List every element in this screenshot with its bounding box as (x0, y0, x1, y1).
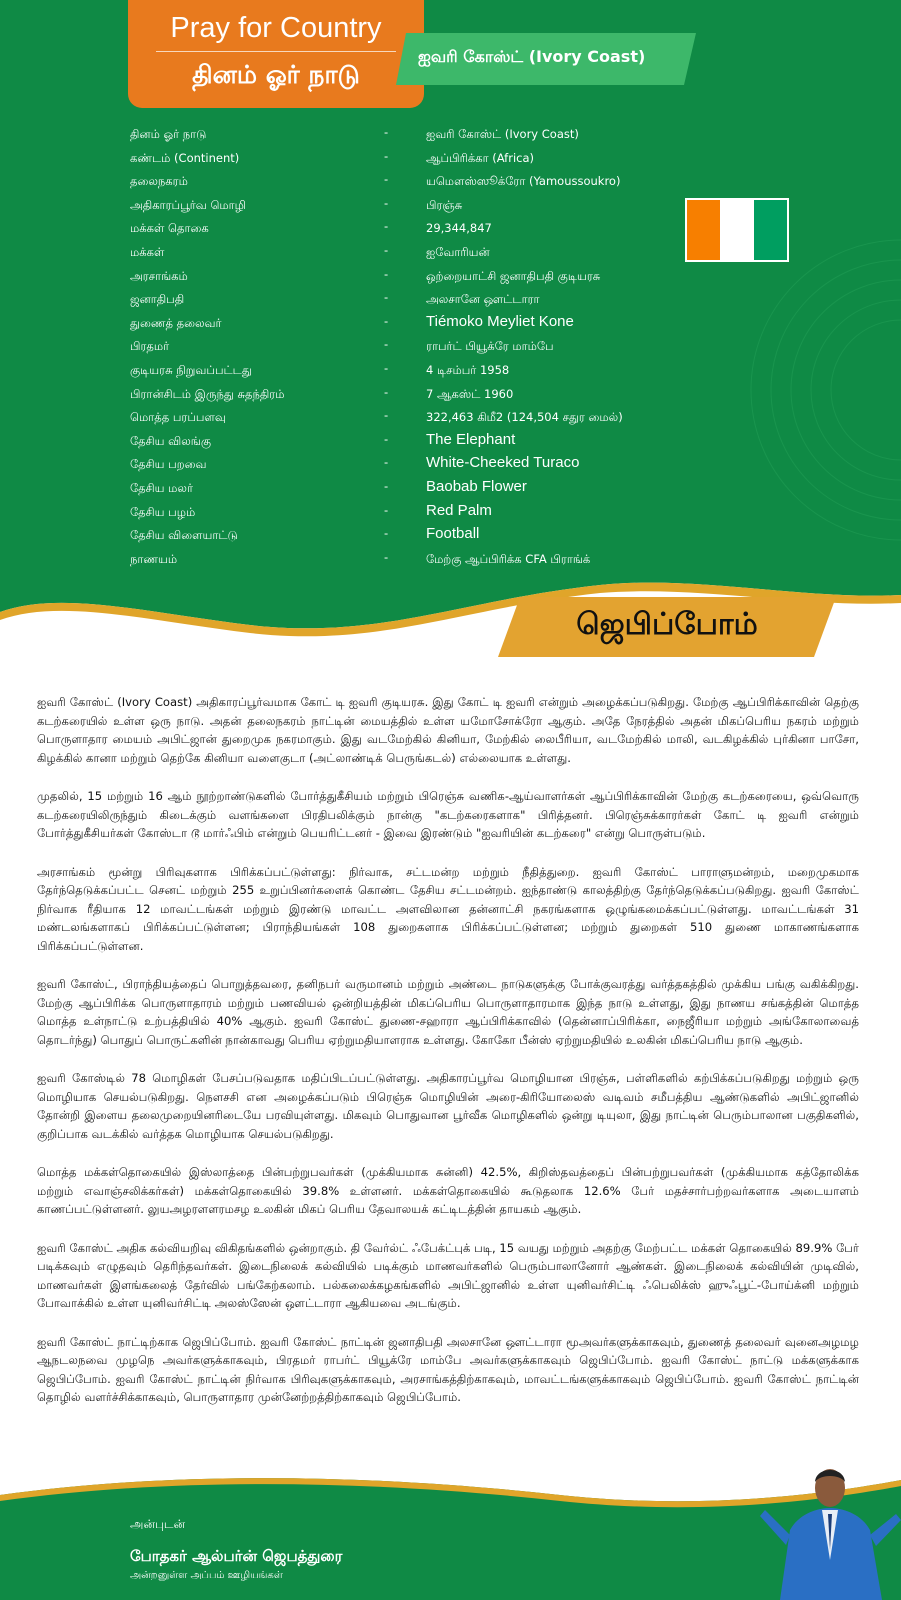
flag-stripe-white (720, 200, 753, 260)
article-paragraph: மொத்த மக்கள்தொகையில் இஸ்லாத்தை பின்பற்றுபவர்கள் (முக்கியமாக சுன்னி) 42.5%, கிறிஸ்தவத்தைப் பின்பற்றுபவர்கள் (முக்கியமாக கத்தோலிக்க மற்றும் எவாஞ்சலிக்கர்கள்) மக்கள்தொகையில் 39.8% உள்ளனர். மக்கள்தொகையில் கூடுதலாக 12.6% பேர் மதச்சார்பற்றவர்களாக அடையாளம் காணப்பட்டுள்ளனர். லுயஅழரளளரமசழ உலகின் மிகப் பெரிய தேவாலயக் கட்டிடத்தின் தாயகம் ஆகும். (37, 1165, 859, 1216)
article-paragraph: ஐவரி கோஸ்ட், பிராந்தியத்தைப் பொறுத்தவரை, தனிநபர் வருமானம் மற்றும் அண்டை நாடுகளுக்கு போக்குவரத்து வர்த்தகத்தில் முக்கிய பங்கு வகிக்கிறது. மேற்கு ஆப்பிரிக்க பொருளாதாரம் மற்றும் பணவியல் ஒன்றியத்தின் மிகப்பெரிய பொருளாதாரமாக இந்த நாடு உள்ளது, இது நாணய சங்கத்தின் மொத்த மொத்த உள்நாட்டு உற்பத்தியில் 40% ஆகும். ஐவரி கோஸ்ட் துணை-சஹாரா ஆப்பிரிக்காவில் (தென்னாப்பிரிக்கா, நைஜீரியா மற்றும் அங்கோலாவைத் தொடர்ந்து) பொதுப் பொருட்களின் நான்காவது பெரிய ஏற்றுமதியாளராக உள்ளது. கோகோ பீன்ஸ் ஏற்றுமதியில் உலகின் மிகப்பெரிய நாடு ஆகும். (37, 977, 859, 1047)
fact-row (130, 524, 770, 548)
fact-label: பிரதமர் (130, 339, 170, 354)
fact-value: Baobab Flower (426, 477, 527, 495)
fact-row (130, 359, 770, 383)
fact-separator: - (384, 219, 389, 234)
fact-separator: - (384, 266, 389, 281)
pastor-photo (760, 1450, 901, 1600)
fact-separator: - (384, 384, 389, 399)
fact-row (130, 123, 770, 147)
fact-row (130, 548, 770, 572)
title-english: Pray for Country (170, 12, 382, 44)
article-paragraph: ஐவரி கோஸ்ட் அதிக கல்வியறிவு விகிதங்களில் ஒன்றாகும். தி வேர்ல்ட் ஃபேக்ட்புக் படி, 15 வயது மற்றும் அதற்கு மேற்பட்ட மக்கள் தொகையில் 89.9% பேர் படிக்கவும் எழுதவும் தெரிந்தவர்கள். இடைநிலைக் கல்வியில் படிக்கும் மாணவர்களில் பெரும்பாலானோர் ஆண்கள். இடைநிலைக் கல்வியின் முடிவில், மாணவர்கள் இளங்கலைத் தேர்வில் பங்கேற்கலாம். பல்கலைக்கழகங்களில் அபிட்ஜானில் உள்ள யுனிவர்சிட்டி ஃபெலிக்ஸ் ஹுஃபூட்-போய்க்னி மற்றும் போவாக்கில் உள்ள யுனிவர்சிட்டி அலஸ்ஸேன் ஔட்டாரா ஆகியவை அடங்கும். (37, 1240, 859, 1310)
fact-row (130, 194, 770, 218)
fact-separator: - (384, 478, 389, 493)
fact-label: தேசிய விளையாட்டு (130, 528, 238, 543)
fact-label: கண்டம் (Continent) (130, 150, 240, 165)
signature-name: போதகர் ஆல்பர்ன் ஜெபத்துரை (130, 1547, 343, 1565)
fact-value: ஆப்பிரிக்கா (Africa) (426, 150, 535, 165)
fact-label: நாணயம் (130, 551, 178, 566)
fact-row (130, 312, 770, 336)
fact-row (130, 430, 770, 454)
fact-value: ராபர்ட் பியூக்ரே மாம்பே (426, 339, 554, 354)
fact-value: பிரஞ்சு (426, 197, 463, 212)
fact-value: யமௌஸ்ஸூக்ரோ (Yamoussoukro) (426, 174, 621, 189)
fact-label: தலைநகரம் (130, 174, 188, 189)
signature-ministry: அன்றனுள்ள அப்பம் ஊழியங்கள் (130, 1570, 283, 1581)
fact-row (130, 383, 770, 407)
fact-separator: - (384, 125, 389, 139)
fact-label: மொத்த பரப்பளவு (130, 410, 226, 425)
fact-row (130, 288, 770, 312)
fact-value: மேற்கு ஆப்பிரிக்க CFA பிராங்க் (426, 551, 591, 566)
fact-value: 322,463 கிமீ2 (124,504 சதுர மைல்) (426, 410, 623, 425)
fact-row (130, 406, 770, 430)
fact-row (130, 265, 770, 289)
signature-block (130, 1517, 342, 1582)
fact-row (130, 453, 770, 477)
fact-value: Red Palm (426, 501, 492, 519)
article-body (37, 693, 859, 1427)
fact-label: துணைத் தலைவர் (130, 315, 222, 330)
fact-label: மக்கள் தொகை (130, 221, 209, 236)
fact-separator: - (384, 455, 389, 470)
article-paragraph: ஐவரி கோஸ்டில் 78 மொழிகள் பேசப்படுவதாக மதிப்பிடப்பட்டுள்ளது. அதிகாரப்பூர்வ மொழியான பிரஞ்சு, பள்ளிகளில் கற்பிக்கப்படுகிறது மற்றும் ஒரு மொழியாக செயல்படுகிறது. நௌசசி என அழைக்கப்படும் பிரெஞ்சு மொழியின் அரை-கிரியோலைஸ் வடிவம் சமீபத்திய ஆண்டுகளில் அபிட்ஜானில் தோன்றி இளைய தலைமுறையினரிடையே பரவியுள்ளது. மிகவும் பொதுவான பூர்வீக மொழிகளில் ஒன்று டியுலா, இது நாட்டின் பெரும்பாலான பகுதிகளில், குறிப்பாக வடக்கில் வர்த்தக மொழியாக செயல்படுகிறது. (37, 1071, 859, 1141)
fact-row (130, 335, 770, 359)
fact-separator: - (384, 337, 389, 352)
fact-label: தேசிய பழம் (130, 504, 196, 519)
fact-label: மக்கள் (130, 244, 165, 259)
country-tag-text: ஐவரி கோஸ்ட் (Ivory Coast) (418, 47, 646, 66)
fact-label: தினம் ஓர் நாடு (130, 127, 207, 141)
fact-label: பிரான்சிடம் இருந்து சுதந்திரம் (130, 386, 285, 401)
fact-separator: - (384, 549, 389, 564)
flag-stripe-green (754, 200, 787, 260)
flag-stripe-orange (687, 200, 720, 260)
fact-separator: - (384, 242, 389, 257)
fact-separator: - (384, 502, 389, 517)
fact-separator: - (384, 431, 389, 446)
country-tag (396, 33, 696, 85)
fact-label: குடியரசு நிறுவப்பட்டது (130, 362, 252, 377)
article-paragraph: அரசாங்கம் மூன்று பிரிவுகளாக பிரிக்கப்பட்டுள்ளது: நிர்வாக, சட்டமன்ற மற்றும் நீதித்துறை. ஐவரி கோஸ்ட் பாராளுமன்றம், மறைமுகமாக தேர்ந்தெடுக்கப்பட்ட செனட் மற்றும் 255 உறுப்பினர்களைக் கொண்ட தேசிய சட்டமன்றம். ஐந்தாண்டு காலத்திற்கு தேர்ந்தெடுக்கப்படுகிறது. ஐவரி கோஸ்ட் நிர்வாக ரீதியாக 12 மாவட்டங்கள் மற்றும் இரண்டு மாவட்ட அளவிலான தன்னாட்சி நகரங்களாக ஒழுங்கமைக்கப்பட்டுள்ளது. மாவட்டங்கள் 31 மண்டலங்களாகப் பிரிக்கப்பட்டுள்ளன; பிராந்தியங்கள் 108 துறைகளாக பிரிக்கப்பட்டுள்ளன; மற்றும் துறைகள் 510 துணை மாகாணங்களாக பிரிக்கப்பட்டுள்ளன. (37, 864, 859, 953)
fact-separator: - (384, 408, 389, 423)
article-paragraph: ஐவரி கோஸ்ட் (Ivory Coast) அதிகாரப்பூர்வமாக கோட் டி ஐவரி குடியரசு. இது கோட் டி ஐவரி என்றும் அழைக்கப்படுகிறது. மேற்கு ஆப்பிரிக்காவின் தெற்கு கடற்கரையில் உள்ள ஒரு நாடு. அதன் தலைநகரம் நாட்டின் மையத்தில் உள்ள யமோசோக்ரோ ஆகும். அதே நேரத்தில் அதன் மிகப்பெரிய நகரம் மற்றும் பொருளாதார மையம் அபிட்ஜான் துறைமுக நகரமாகும். இது வடமேற்கில் கினியா, மேற்கில் லைபீரியா, வடமேற்கில் மாலி, வடகிழக்கில் புர்கினா பாசோ, கிழக்கில் கானா மற்றும் தெற்கே கினியா வளைகுடா (அட்லாண்டிக் பெருங்கடல்) எல்லையாக உள்ளது. (37, 695, 859, 765)
fact-row (130, 501, 770, 525)
fact-row (130, 217, 770, 241)
fact-value: The Elephant (426, 430, 516, 448)
signature-greeting: அன்புடன் (130, 1517, 186, 1531)
fact-label: அதிகாரப்பூர்வ மொழி (130, 197, 246, 212)
fact-separator: - (384, 526, 389, 541)
fact-label: அரசாங்கம் (130, 268, 188, 283)
fact-value: White-Cheeked Turaco (426, 454, 580, 472)
pray-label: ஜெபிப்போம் (576, 607, 758, 642)
title-divider (156, 51, 396, 52)
fact-separator: - (384, 360, 389, 375)
fact-separator: - (384, 148, 389, 163)
facts-table (130, 123, 770, 571)
title-tamil: தினம் ஓர் நாடு (192, 60, 360, 89)
fact-row (130, 147, 770, 171)
fact-row (130, 241, 770, 265)
title-banner (128, 0, 424, 108)
fact-separator: - (384, 195, 389, 210)
article-paragraph: ஐவரி கோஸ்ட் நாட்டிற்காக ஜெபிப்போம். ஐவரி கோஸ்ட் நாட்டின் ஜனாதிபதி அலசானே ஔட்டாரா மூஅவர்களுக்காகவும், துணைத் தலைவர் வுனைஅழமழ ஆநடலநவை முழநெ அவர்களுக்காகவும், பிரதமர் ராபர்ட் பியூக்ரே மாம்பே அவர்களுக்காகவும் ஜெபிப்போம். ஐவரி கோஸ்ட் நாட்டு மக்களுக்காக ஜெபிப்போம். ஐவரி கோஸ்ட் நாட்டின் நிர்வாக பிரிவுகளுக்காகவும், அரசாங்கத்திற்காகவும், மாவட்டங்களுக்காகவும் ஜெபிப்போம். ஐவரி கோஸ்ட் நாட்டின் தொழில் வளர்ச்சிக்காகவும், பொருளாதார முன்னேற்றத்திற்காகவும் ஜெபிப்போம். (37, 1334, 859, 1404)
pray-tag (498, 597, 836, 657)
fact-separator: - (384, 313, 389, 328)
fact-value: 4 டிசம்பர் 1958 (426, 362, 510, 377)
fact-separator: - (384, 172, 389, 187)
fact-separator: - (384, 290, 389, 305)
fact-value: Tiémoko Meyliet Kone (426, 312, 574, 330)
article-paragraph: முதலில், 15 மற்றும் 16 ஆம் நூற்றாண்டுகளில் போர்த்துகீசியம் மற்றும் பிரெஞ்சு வணிக-ஆய்வாளர்கள் ஆப்பிரிக்காவின் மேற்கு கடற்கரையை, ஒவ்வொரு கடற்கரையிலிருந்தும் கிடைக்கும் வளங்களை பிரதிபலிக்கும் நான்கு "கடற்கரைகளாக" பிரித்தனர். பிரெஞ்சுக்காரர்கள் கோட் டி ஐவரி என்றும் போர்த்துகீசியர்கள் கோஸ்டா டூ மார்ஃபிம் என்றும் பெயரிட்டனர் - இவை இரண்டும் "ஐவரியின் கடற்கரை" என்று பொருள்படும். (37, 789, 859, 840)
fact-value: 7 ஆகஸ்ட் 1960 (426, 386, 514, 401)
fact-label: தேசிய விலங்கு (130, 433, 212, 448)
fact-value: ஐவோரியன் (426, 244, 490, 259)
fact-value: ஐவரி கோஸ்ட் (Ivory Coast) (426, 127, 579, 141)
fact-value: அலசானே ஔட்டாரா (426, 292, 540, 307)
fact-label: தேசிய பறவை (130, 457, 207, 472)
fact-value: 29,344,847 (426, 221, 492, 236)
fact-row (130, 477, 770, 501)
fact-row (130, 170, 770, 194)
fact-value: ஒற்றையாட்சி ஜனாதிபதி குடியரசு (426, 268, 601, 283)
ivory-coast-flag (685, 198, 789, 262)
fact-value: Football (426, 525, 480, 543)
fact-label: தேசிய மலர் (130, 480, 193, 495)
fact-label: ஜனாதிபதி (130, 292, 185, 307)
